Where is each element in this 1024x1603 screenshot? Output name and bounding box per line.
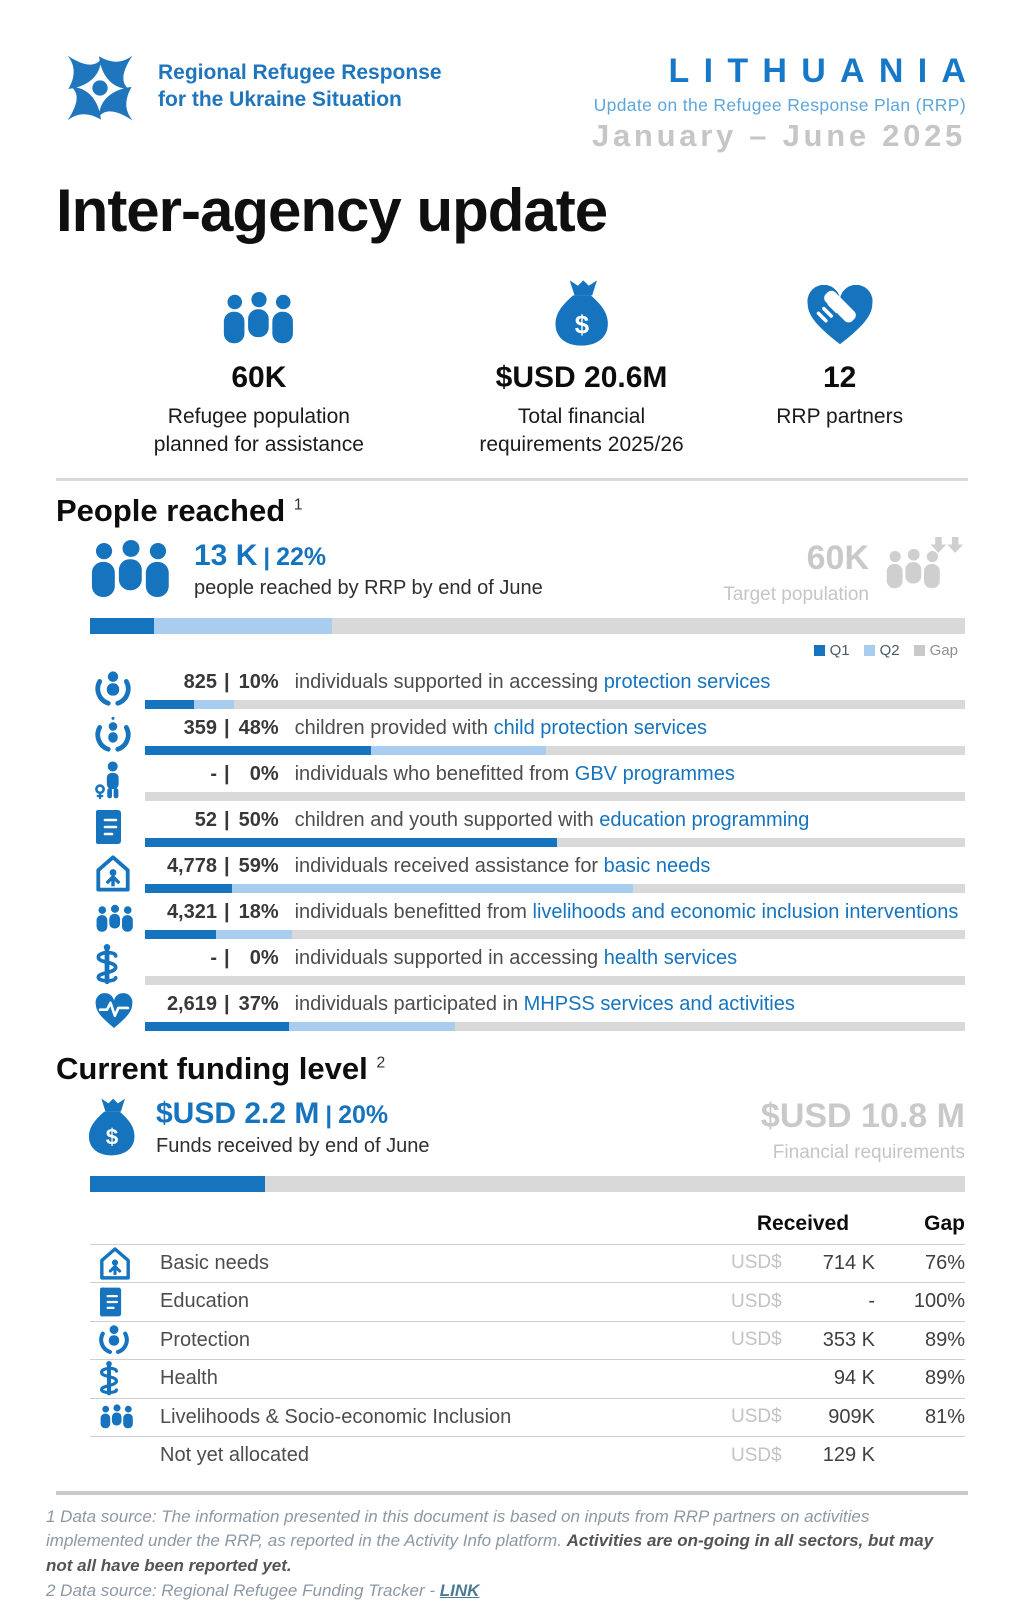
footnote-2: 2 Data source: Regional Refugee Funding Tracker - LINK — [46, 1580, 480, 1600]
indicator-row — [0, 755, 1024, 801]
stat-value: $USD 20.6M — [495, 361, 668, 394]
indicator-link: MHPSS services and activities — [523, 992, 795, 1015]
indicator-percent: 10% — [238, 670, 279, 693]
funding-progress-bar — [90, 1176, 965, 1192]
sector-label: Livelihoods & Socio-economic Inclusion — [160, 1405, 512, 1428]
gbv-icon — [94, 761, 136, 801]
q1-segment — [90, 618, 154, 634]
target-population-icon — [883, 537, 965, 591]
table-row — [90, 1244, 965, 1283]
basic-needs-icon — [98, 1246, 136, 1280]
money-bag-icon — [86, 1097, 138, 1157]
target-label: Target population — [723, 583, 869, 605]
protection-hands-icon — [94, 669, 136, 709]
legend-q2: Q2 — [864, 642, 900, 659]
separator: | — [224, 946, 230, 969]
legend-q1: Q1 — [814, 642, 850, 659]
requirements-label: Financial requirements — [772, 1141, 965, 1163]
indicator-progress-bar — [145, 976, 965, 985]
received-value: - — [868, 1290, 875, 1313]
table-row — [90, 1282, 965, 1321]
sector-label: Not yet allocated — [160, 1444, 309, 1467]
reached-label: people reached by RRP by end of June — [194, 576, 543, 599]
funding-tracker-link[interactable]: LINK — [439, 1580, 480, 1600]
stat-label: Refugee population planned for assistance — [153, 405, 364, 457]
health-icon — [98, 1362, 136, 1396]
separator: | — [224, 900, 230, 923]
page-title: Inter-agency update — [56, 177, 608, 244]
brand-line1: Regional Refugee Response — [158, 61, 442, 84]
indicator-link: GBV programmes — [574, 762, 735, 785]
indicator-value: 359 — [183, 716, 217, 739]
indicator-percent: 0% — [249, 762, 279, 785]
basic-needs-icon — [94, 853, 136, 893]
indicator-percent: 0% — [249, 946, 279, 969]
indicator-value: 825 — [183, 670, 217, 693]
sector-label: Protection — [160, 1328, 251, 1351]
gap-value: 100% — [913, 1290, 965, 1313]
indicator-percent: 59% — [238, 854, 279, 877]
funding-heading: Current funding level $^2$ — [56, 1050, 386, 1086]
indicator-row — [0, 801, 1024, 847]
currency-label: USD$ — [731, 1444, 782, 1466]
indicator-progress-bar — [145, 700, 965, 709]
indicator-link: education programming — [599, 808, 810, 831]
masthead-subtitle: Update on the Refugee Response Plan (RRP) — [593, 95, 966, 115]
indicator-description: individuals received assistance for basic needs — [294, 854, 711, 877]
indicator-link: protection services — [603, 670, 771, 693]
mhpss-icon — [94, 991, 136, 1031]
sector-label: Education — [160, 1290, 249, 1313]
masthead — [592, 52, 981, 154]
indicator-description: children and youth supported with education programming — [294, 808, 810, 831]
q2-swatch-icon — [864, 645, 875, 656]
health-icon — [94, 945, 136, 985]
indicator-description: individuals supported in accessing protection services — [294, 670, 771, 693]
indicator-description: individuals supported in accessing health services — [294, 946, 738, 969]
indicator-value: - — [210, 946, 217, 969]
funding-table-header — [90, 1202, 965, 1244]
indicator-link: livelihoods and economic inclusion interventions — [532, 900, 959, 923]
footnote-ref-1: 1 — [293, 496, 303, 514]
people-group-icon — [100, 271, 418, 347]
indicator-row — [0, 709, 1024, 755]
footnote-ref-2: 2 — [376, 1054, 386, 1072]
funding-summary — [86, 1097, 965, 1164]
indicator-percent: 50% — [238, 808, 279, 831]
indicator-row — [0, 985, 1024, 1031]
header — [0, 0, 1024, 154]
stat-value: 12 — [822, 361, 857, 394]
people-reached-summary — [86, 539, 965, 606]
indicator-description: individuals participated in MHPSS services and activities — [294, 992, 795, 1015]
received-value: 353 K — [822, 1328, 875, 1351]
gap-value: 89% — [924, 1367, 965, 1390]
indicator-row — [0, 663, 1024, 709]
livelihoods-icon — [98, 1400, 136, 1434]
stat-financial-requirements — [418, 271, 746, 460]
footnote-1-bold: Activities are on-going in all sectors, but may not all have been reported yet. — [46, 1531, 934, 1575]
legend-gap: Gap — [914, 642, 958, 659]
money-bag-icon — [418, 271, 746, 347]
q2-segment — [154, 618, 333, 634]
rrp-logo-icon — [56, 44, 144, 132]
requirements-value: $USD 10.8 M — [760, 1096, 965, 1135]
education-icon — [98, 1285, 136, 1319]
indicator-progress-bar — [145, 930, 965, 939]
brand — [56, 44, 442, 154]
reached-block — [194, 539, 543, 600]
received-value: 909K — [828, 1405, 875, 1428]
funds-received-value: $USD 2.2 M | 20% — [156, 1096, 389, 1130]
indicator-percent: 48% — [238, 716, 279, 739]
gap-value: 81% — [924, 1405, 965, 1428]
table-row — [90, 1398, 965, 1437]
indicator-description: individuals who benefitted from GBV programmes — [294, 762, 735, 785]
q1-swatch-icon — [814, 645, 825, 656]
currency-label: USD$ — [731, 1406, 782, 1428]
currency-label: USD$ — [731, 1252, 782, 1274]
livelihoods-icon — [94, 899, 136, 939]
sector-label: Health — [160, 1367, 218, 1390]
people-group-icon — [86, 539, 176, 601]
requirements-block — [761, 1097, 965, 1164]
country-title: LITHUANIA — [668, 52, 981, 90]
stat-refugee-population — [100, 271, 418, 460]
report-period: January – June 2025 — [592, 118, 966, 153]
education-icon — [94, 807, 136, 847]
currency-label: USD$ — [731, 1290, 782, 1312]
table-row — [90, 1359, 965, 1398]
indicator-row — [0, 893, 1024, 939]
indicator-link: health services — [603, 946, 738, 969]
reached-value: 13 K | 22% — [194, 538, 327, 572]
separator: | — [224, 716, 230, 739]
separator: | — [224, 992, 230, 1015]
separator: | — [224, 808, 230, 831]
stat-value: 60K — [231, 361, 287, 394]
people-reached-heading: People reached $^1$ — [56, 492, 303, 528]
funded-segment — [90, 1176, 265, 1192]
section-divider — [56, 478, 968, 481]
gap-swatch-icon — [914, 645, 925, 656]
brand-line2: for the Ukraine Situation — [158, 87, 402, 111]
people-reached-progress-bar — [90, 618, 965, 634]
brand-text — [158, 60, 442, 114]
separator: | — [224, 762, 230, 785]
child-protection-icon — [94, 715, 136, 755]
indicator-value: 52 — [194, 808, 217, 831]
stat-label: Total financial requirements 2025/26 — [479, 405, 684, 457]
indicator-progress-bar — [145, 838, 965, 847]
target-block — [723, 539, 965, 606]
received-value: 714 K — [822, 1251, 875, 1274]
indicator-value: 4,321 — [166, 900, 217, 923]
separator: | — [224, 854, 230, 877]
footnote-1: 1 Data source: The information presented in this document is based on inputs from RRP partners on activities implemented under the RRP, as reported in the Activity Info platform. Activities are on-going in all sectors, but may not all have been reported yet. — [46, 1506, 934, 1575]
key-stats — [0, 271, 1024, 460]
indicator-percent: 18% — [238, 900, 279, 923]
indicator-progress-bar — [145, 792, 965, 801]
received-value: 94 K — [833, 1367, 875, 1390]
funding-table — [90, 1202, 965, 1475]
indicator-value: 2,619 — [166, 992, 217, 1015]
gap-column-header: Gap — [924, 1211, 965, 1235]
gap-value: 89% — [924, 1328, 965, 1351]
table-row — [90, 1321, 965, 1360]
protection-hands-icon — [98, 1323, 136, 1357]
indicator-percent: 37% — [238, 992, 279, 1015]
indicator-progress-bar — [145, 1022, 965, 1031]
indicator-value: - — [210, 762, 217, 785]
separator: | — [224, 670, 230, 693]
legend — [0, 642, 958, 659]
funds-received-block — [156, 1097, 430, 1158]
sector-label: Basic needs — [160, 1251, 269, 1274]
indicator-link: child protection services — [493, 716, 708, 739]
indicator-progress-bar — [145, 746, 965, 755]
indicator-link: basic needs — [603, 854, 711, 877]
handshake-icon — [745, 271, 934, 347]
indicator-list — [0, 663, 1024, 1031]
indicator-value: 4,778 — [166, 854, 217, 877]
stat-label: RRP partners — [776, 405, 904, 428]
received-value: 129 K — [822, 1444, 875, 1467]
gap-value: 76% — [924, 1251, 965, 1274]
currency-label: USD$ — [731, 1329, 782, 1351]
indicator-row — [0, 939, 1024, 985]
table-row — [90, 1436, 965, 1475]
indicator-description: individuals benefitted from livelihoods and economic inclusion interventions — [294, 900, 959, 923]
footnotes — [0, 1495, 1024, 1603]
no-icon — [98, 1439, 136, 1473]
stat-rrp-partners — [745, 271, 934, 460]
target-value: 60K — [806, 538, 869, 577]
indicator-description: children provided with child protection services — [294, 716, 708, 739]
received-column-header: Received — [756, 1211, 850, 1235]
funds-received-label: Funds received by end of June — [156, 1134, 430, 1157]
indicator-row — [0, 847, 1024, 893]
indicator-progress-bar — [145, 884, 965, 893]
